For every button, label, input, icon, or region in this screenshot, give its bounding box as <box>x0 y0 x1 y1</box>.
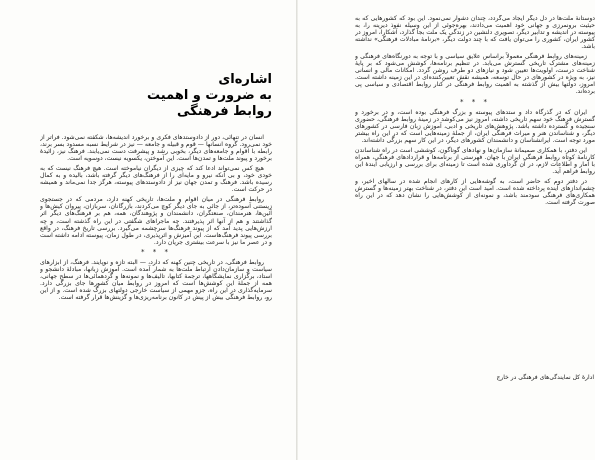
author-signature: ادارهٔ کل نمایندگی‌های فرهنگی در خارج <box>496 374 594 381</box>
body-paragraph: در دفتر دوم که حاضر است، به گوشه‌هایی از کارهای انجام شده در سالهای اخیر، و چشم‌اندازهای آینده پرداخته شده است. امید است این دفتر، در شناخت بهتر زمینه‌ها و گسترش همکاری‌های فرهنگی سودمند باشد، و نمونه‌ای از کوشش‌هایی را نشان دهد که در این راه صورت گرفته است. <box>355 177 595 207</box>
right-body-text <box>355 15 595 395</box>
body-paragraph: انسان در تنهائی، دور از داد‌وستدهای فکری و برخورد اندیشه‌ها، شکفته نمی‌شود. فراتر از خود نمی‌رود. گروه انسانها — قوم و قبیله و جامعه — نیز در شرایط نسبه مسدود بسر برند، رابطه با اقوام و جامعه‌های دیگر، بخوبی رشد و پیشرفت دست نمی‌یابند. فرهنگ نیز، زائیدهٔ برخورد و پیوند ملت‌ها و تمدن‌ها است. این آموختن، یکسویه نیست، دوسویه است. <box>40 134 272 163</box>
body-paragraph: هیچ کس نمی‌تواند ادعا کند که چیزی از دیگران نیاموخته است. هیچ فرهنگ نیست که به خودی خود، و بی آنکه نیرو و مایه‌ای را از فرهنگ‌های دیگر گرفته باشد، بالیده و به کمال رسیده باشد. فرهنگ و تمدن جهان نیز از داد‌وستدهای پیوسته، هرگز جدا نمی‌ماند و همیشه در حرکت است. <box>40 165 272 194</box>
chapter-title-line: روابط فرهنگی <box>177 104 272 119</box>
section-separator: * * * <box>460 97 490 106</box>
body-paragraph: این دفتر، با همکاری صمیمانهٔ سازمان‌ها و نهادهای گوناگون، کوششی است در راه شناساندن کارنامهٔ کوتاه روابط فرهنگی ایران با جهان. فهرستی از برنامه‌ها و قراردادهای فرهنگی، همراه با آمار و اطلاعات لازم، در آن گردآوری شده است تا زمینه‌ای برای بررسی و ارزیابی آیندهٔ این روابط فراهم آید. <box>355 146 595 175</box>
left-page <box>0 0 296 460</box>
body-paragraph: روابط فرهنگی، در تاریخی چنین کهنه که دارد، — البته تازه و نوپایند. فرهنگ، از ابزارهای سیاست و سازمان‌دادن ارتباط ملت‌ها به شمار آمده است. آموزش زبانها، مبادلهٔ دانشجو و استاد، برگزاری نمایشگاهها، ترجمهٔ کتابها، تالیف‌ها و نمونه‌ها و گردهمائی‌ها در سطح جهانی، همه از جملهٔ این کوشش‌ها است که امروز در روابط میان کشورها جای بزرگی دارد. سرمایه‌گذاری در این راه، جزو مهمی از سیاست خارجی دولتهای بزرگ شده است. و از این رو، روابط فرهنگی بیش از پیش در کانون برنامه‌ریزی‌ها و گزینش‌ها قرار گرفته است. <box>40 258 272 301</box>
body-paragraph: دوستانهٔ ملت‌ها در دل دیگر ایجاد می‌گردد، چندان دشوار نمی‌نمود. این بود که کشورهایی که به حیثیت برونمرزی و جهانی خود اهمیت می‌دادند، بهره‌جوئی از این وسیله نفوذ دیرینه را، به پیوسته در اندیشه و تدابیر دیگر، تصویری دلنشین در زندگی یک ملت بجا گذارد، آشکارا، امروز در کشور ایران، کشوری را می‌توان یافت که با چند دولت دیگر، «برنامهٔ مبادلات فرهنگی» نداشته باشد. <box>355 15 595 51</box>
right-page <box>298 0 595 460</box>
section-separator: * * * <box>141 247 171 256</box>
chapter-title-line: اشاره‌ای <box>218 72 272 87</box>
body-paragraph: زمینه‌های روابط فرهنگی معمولاً براساس علایق سیاسی و با توجه به دورنگاه‌های فرهنگی و زمینه‌های مشترک تاریخی گسترش می‌یابد. در تنظیم برنامه‌ها، کوشش می‌شود که بر پایهٔ شناخت درست، اولویت‌ها تعیین شود و نیازهای دو طرف روشن گردد. امکانات مالی و انسانی نیز، به ویژه در کشورهای در حال توسعه، همیشه نقش تعیین‌کننده‌ای در این زمینه داشته است. امروز، دولتها بیش از گذشته به اهمیت روابط فرهنگی در کنار روابط اقتصادی و سیاسی پی برده‌اند. <box>355 53 595 96</box>
left-body-text <box>40 134 272 454</box>
chapter-title <box>40 72 272 120</box>
body-paragraph: ایران که در گذرگاه داد و ستدهای پیوسته و بزرگ فرهنگی بوده است، و در برخورد و گسترش فرهنگ خود سهم تاریخی داشته، امروز نیز می‌کوشد در زمینهٔ روابط فرهنگی، حضوری سنجیده و گسترده داشته باشد. پژوهش‌های تاریخی و ادبی، آموزش زبان فارسی در کشورهای دیگر، و شناساندن هنر و میراث فرهنگی ایران، از جملهٔ زمینه‌هایی است که در این راه بیشتر مورد توجه است. ایرانشناسان و دانشمندان کشورهای دیگر، در این کار سهم بزرگی داشته‌اند. <box>355 108 595 144</box>
body-paragraph: روابط فرهنگی در میان اقوام و ملت‌ها، تاریخی کهنه دارد، مردمی که در جستجوی زیستنی آسوده‌تر، از جائی به جای دیگر کوچ می‌کردند، بازرگانان، سربازان، پیروان کیش‌ها و آئین‌ها، هنرمندان، صنعتگران، دانشمندان و پژوهندگان، همه، هم بر فرهنگ‌های دیگر اثر گذاشتند و هم از آنها اثر پذیرفتند. چه ماجراهای شگفتی در این راه گذشته است، و چه ارزش‌هایی پدید آمد که از پیوند فرهنگ‌ها سرچشمه می‌گیرد. بررسی تاریخ فرهنگ، در واقع بررسی پیوند فرهنگ‌هاست. این آمیزش و اثرپذیری، در طول زمان، پیوسته ادامه داشته است و در عصر ما نیز با سرعت بیشتری جریان دارد. <box>40 196 272 246</box>
chapter-title-line: به ضرورت و اهمیت <box>147 88 272 103</box>
